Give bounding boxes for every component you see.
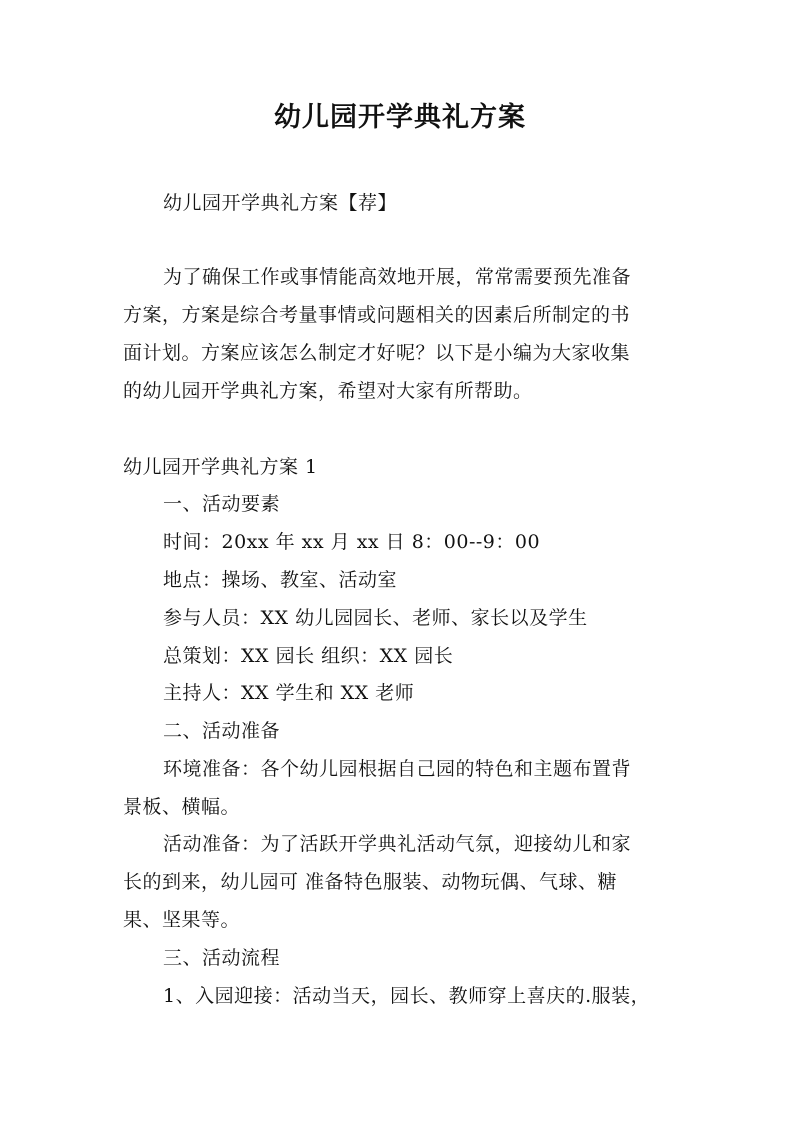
intro-line-3: 面计划。方案应该怎么制定才好呢？以下是小编为大家收集 xyxy=(123,342,631,364)
planner-line: 总策划：XX 园长 组织：XX 园长 xyxy=(163,645,454,667)
place-line: 地点：操场、教室、活动室 xyxy=(163,569,398,591)
step1-line: 1、入园迎接：活动当天，园长、教师穿上喜庆的.服装， xyxy=(163,985,651,1007)
part2-heading: 二、活动准备 xyxy=(163,720,281,742)
section-heading: 幼儿园开学典礼方案 1 xyxy=(123,456,318,478)
participants-line: 参与人员：XX 幼儿园园长、老师、家长以及学生 xyxy=(163,607,588,629)
activity-prep-line-3: 果、坚果等。 xyxy=(123,909,241,931)
time-line: 时间：20xx 年 xx 月 xx 日 8：00--9：00 xyxy=(163,531,541,553)
host-line: 主持人：XX 学生和 XX 老师 xyxy=(163,682,415,704)
intro-line-1: 为了确保工作或事情能高效地开展，常常需要预先准备 xyxy=(163,266,632,288)
activity-prep-line-1: 活动准备：为了活跃开学典礼活动气氛，迎接幼儿和家 xyxy=(163,833,632,855)
document-subtitle: 幼儿园开学典礼方案【荐】 xyxy=(163,192,398,214)
env-prep-line-2: 景板、横幅。 xyxy=(123,796,241,818)
part1-heading: 一、活动要素 xyxy=(163,493,281,515)
document-title: 幼儿园开学典礼方案 xyxy=(274,102,526,133)
part3-heading: 三、活动流程 xyxy=(163,947,281,969)
activity-prep-line-2: 长的到来，幼儿园可 准备特色服装、动物玩偶、气球、糖 xyxy=(123,871,618,893)
env-prep-line-1: 环境准备：各个幼儿园根据自己园的特色和主题布置背 xyxy=(163,758,632,780)
intro-line-2: 方案，方案是综合考量事情或问题相关的因素后所制定的书 xyxy=(123,304,631,326)
intro-line-4: 的幼儿园开学典礼方案，希望对大家有所帮助。 xyxy=(123,380,533,402)
